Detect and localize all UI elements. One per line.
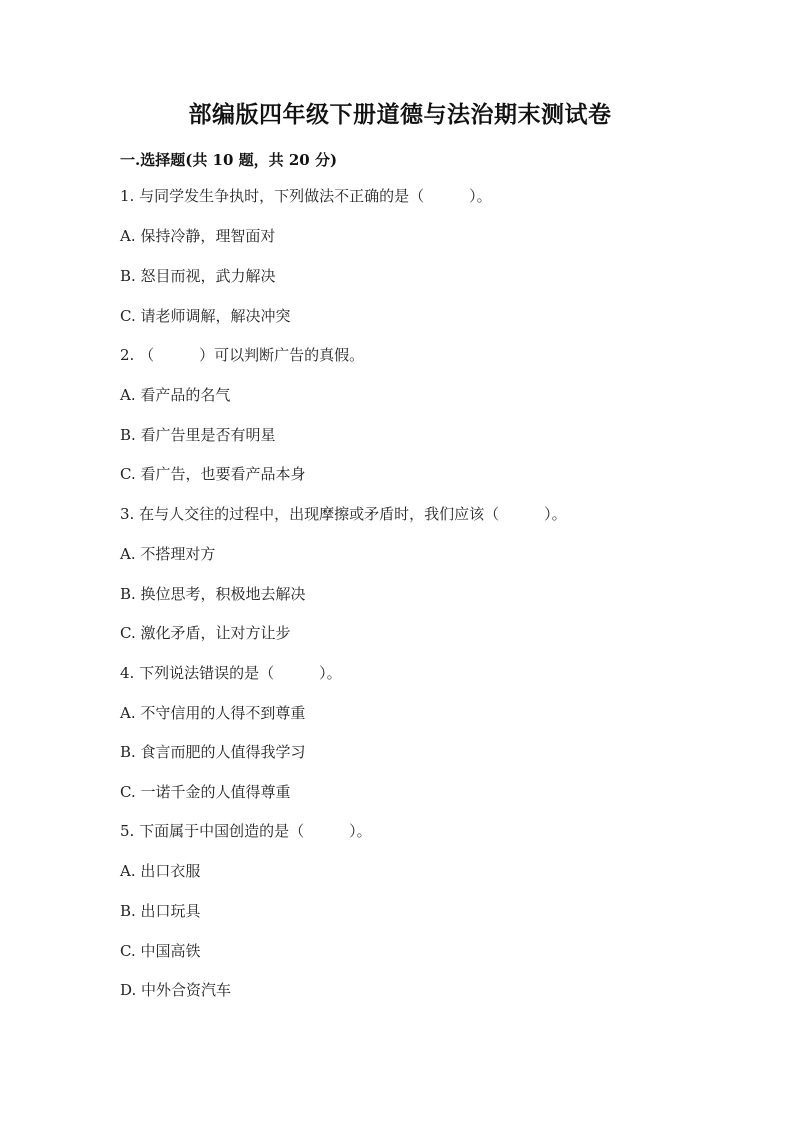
option-5b: B. 出口玩具 bbox=[120, 902, 201, 920]
section-heading: 一.选择题(共 10 题，共 20 分) bbox=[120, 151, 338, 169]
question-5: 5. 下面属于中国创造的是（ ）。 bbox=[120, 822, 372, 840]
question-3: 3. 在与人交往的过程中，出现摩擦或矛盾时，我们应该（ ）。 bbox=[120, 505, 567, 523]
option-3a: A. 不搭理对方 bbox=[120, 545, 216, 563]
option-1b: B. 怒目而视，武力解决 bbox=[120, 267, 276, 285]
option-4c: C. 一诺千金的人值得尊重 bbox=[120, 783, 291, 801]
option-5a: A. 出口衣服 bbox=[120, 862, 201, 880]
option-2a: A. 看产品的名气 bbox=[120, 386, 231, 404]
question-1: 1. 与同学发生争执时，下列做法不正确的是（ ）。 bbox=[120, 187, 492, 205]
option-2c: C. 看广告，也要看产品本身 bbox=[120, 465, 306, 483]
page-title: 部编版四年级下册道德与法治期末测试卷 bbox=[188, 101, 612, 128]
option-4b: B. 食言而肥的人值得我学习 bbox=[120, 743, 306, 761]
option-3b: B. 换位思考，积极地去解决 bbox=[120, 585, 306, 603]
option-5c: C. 中国高铁 bbox=[120, 942, 201, 960]
option-4a: A. 不守信用的人得不到尊重 bbox=[120, 704, 306, 722]
option-3c: C. 激化矛盾，让对方让步 bbox=[120, 624, 291, 642]
question-4: 4. 下列说法错误的是（ ）。 bbox=[120, 664, 342, 682]
option-1c: C. 请老师调解，解决冲突 bbox=[120, 307, 291, 325]
option-5d: D. 中外合资汽车 bbox=[120, 981, 232, 999]
option-1a: A. 保持冷静，理智面对 bbox=[120, 227, 276, 245]
question-2: 2. （ ）可以判断广告的真假。 bbox=[120, 346, 365, 364]
option-2b: B. 看广告里是否有明星 bbox=[120, 426, 276, 444]
